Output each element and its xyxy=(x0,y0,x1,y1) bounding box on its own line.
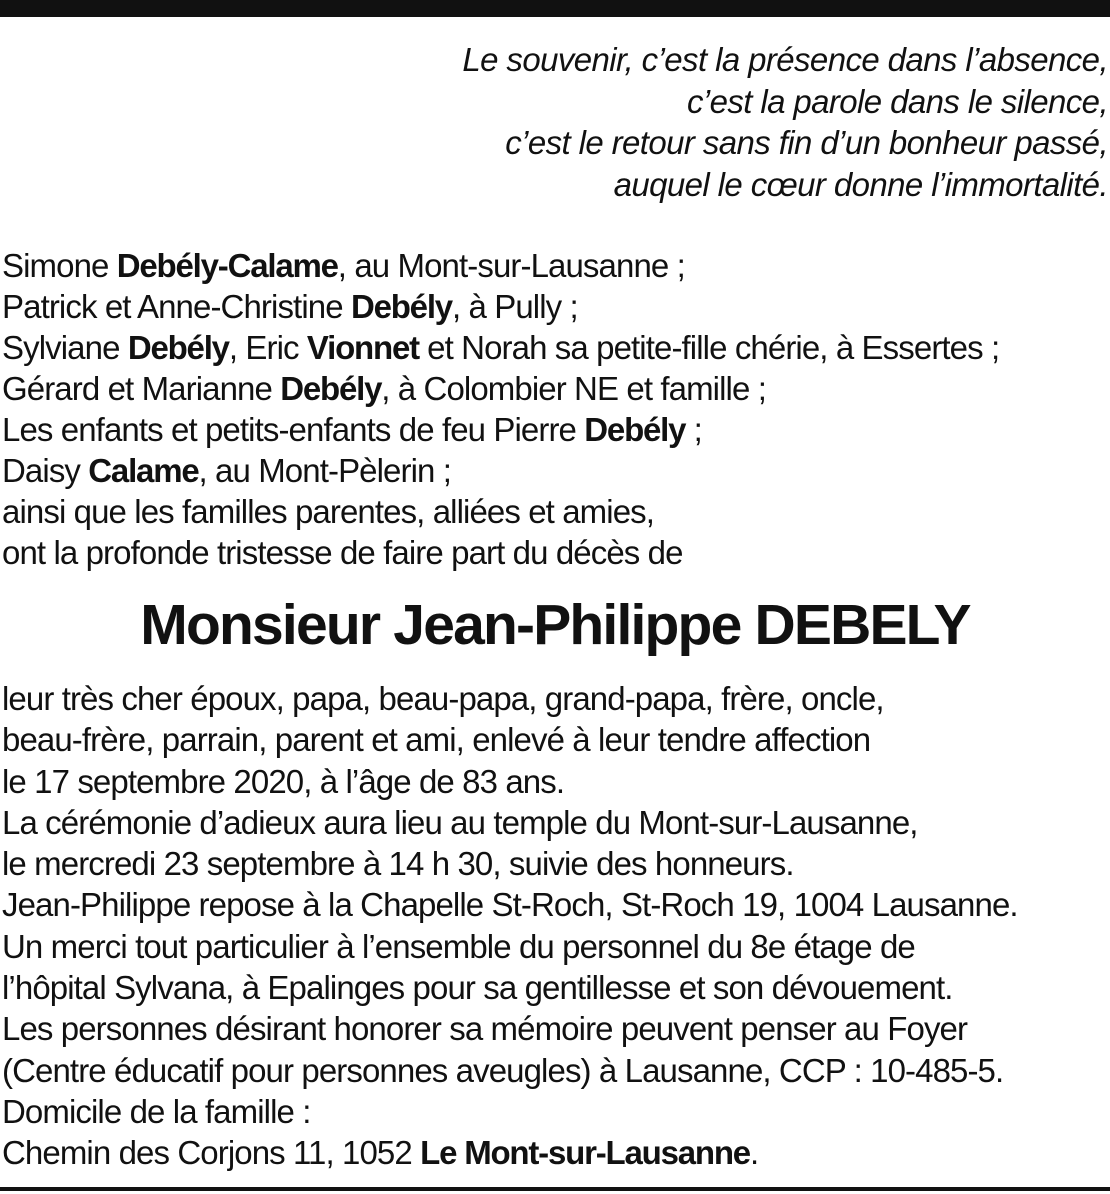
body-line: Domicile de la famille : xyxy=(2,1092,311,1130)
bottom-rule xyxy=(0,1187,1110,1191)
notice-body xyxy=(2,678,1108,1174)
body-line: (Centre éducatif pour personnes aveugles) à Lausanne, CCP : 10-485-5. xyxy=(2,1051,1004,1089)
family-line xyxy=(2,245,1108,286)
family-text: , Eric xyxy=(228,329,307,366)
poem-line: c’est le retour sans fin d’un bonheur passé, xyxy=(505,124,1108,161)
family-text: Patrick et Anne-Christine xyxy=(2,288,351,325)
family-text: , à Colombier NE et famille ; xyxy=(381,370,766,407)
family-list xyxy=(2,245,1108,573)
family-surname: Calame xyxy=(88,452,199,489)
body-line: La cérémonie d’adieux aura lieu au temple du Mont-sur-Lausanne, xyxy=(2,803,918,841)
body-line: Les personnes désirant honorer sa mémoire peuvent penser au Foyer xyxy=(2,1010,968,1048)
family-line: ainsi que les familles parentes, alliées et amies, xyxy=(2,493,655,530)
family-line xyxy=(2,450,1108,491)
family-line xyxy=(2,368,1108,409)
top-rule xyxy=(0,0,1110,17)
poem-line: c’est la parole dans le silence, xyxy=(686,82,1108,120)
family-address xyxy=(2,1132,1108,1173)
poem-line: Le souvenir, c’est la présence dans l’absence, xyxy=(462,41,1108,78)
family-surname: Debély xyxy=(584,411,686,448)
family-text: , à Pully ; xyxy=(451,288,578,325)
family-text: , au Mont-sur-Lausanne ; xyxy=(337,247,685,284)
family-text: Sylviane xyxy=(2,329,128,366)
body-line: Jean-Philippe repose à la Chapelle St-Roch, St-Roch 19, 1004 Lausanne. xyxy=(2,886,1018,924)
family-text: ; xyxy=(685,411,702,448)
poem-line: auquel le cœur donne l’immortalité. xyxy=(613,165,1108,203)
body-line: beau-frère, parrain, parent et ami, enlevé à leur tendre affection xyxy=(2,721,871,759)
deceased-name: Monsieur Jean-Philippe DEBELY xyxy=(140,593,970,657)
family-text: Gérard et Marianne xyxy=(2,370,281,407)
address-text: Chemin des Corjons 11, 1052 xyxy=(2,1134,421,1172)
family-line: ont la profonde tristesse de faire part du décès de xyxy=(2,534,683,571)
family-surname: Vionnet xyxy=(306,329,419,366)
family-line xyxy=(2,327,1108,368)
body-line: Un merci tout particulier à l’ensemble du personnel du 8e étage de xyxy=(2,927,915,965)
family-text: Les enfants et petits-enfants de feu Pierre xyxy=(2,411,585,448)
address-town: Le Mont-sur-Lausanne xyxy=(420,1134,750,1172)
body-line: l’hôpital Sylvana, à Epalinges pour sa gentillesse et son dévouement. xyxy=(2,969,953,1007)
epigraph-poem xyxy=(8,39,1108,205)
family-line xyxy=(2,409,1108,450)
family-line xyxy=(2,286,1108,327)
body-line: le 17 septembre 2020, à l’âge de 83 ans. xyxy=(2,762,565,800)
body-line: le mercredi 23 septembre à 14 h 30, suivie des honneurs. xyxy=(2,845,794,883)
family-text: et Norah sa petite-fille chérie, à Essertes ; xyxy=(418,329,1000,366)
family-surname: Debély-Calame xyxy=(116,247,338,284)
family-text: , au Mont-Pèlerin ; xyxy=(198,452,452,489)
family-text: Daisy xyxy=(2,452,89,489)
family-surname: Debély xyxy=(280,370,382,407)
body-line: leur très cher époux, papa, beau-papa, grand-papa, frère, oncle, xyxy=(2,680,884,717)
family-surname: Debély xyxy=(350,288,452,325)
family-text: Simone xyxy=(2,247,117,284)
family-surname: Debély xyxy=(127,329,229,366)
address-text: . xyxy=(749,1134,759,1172)
